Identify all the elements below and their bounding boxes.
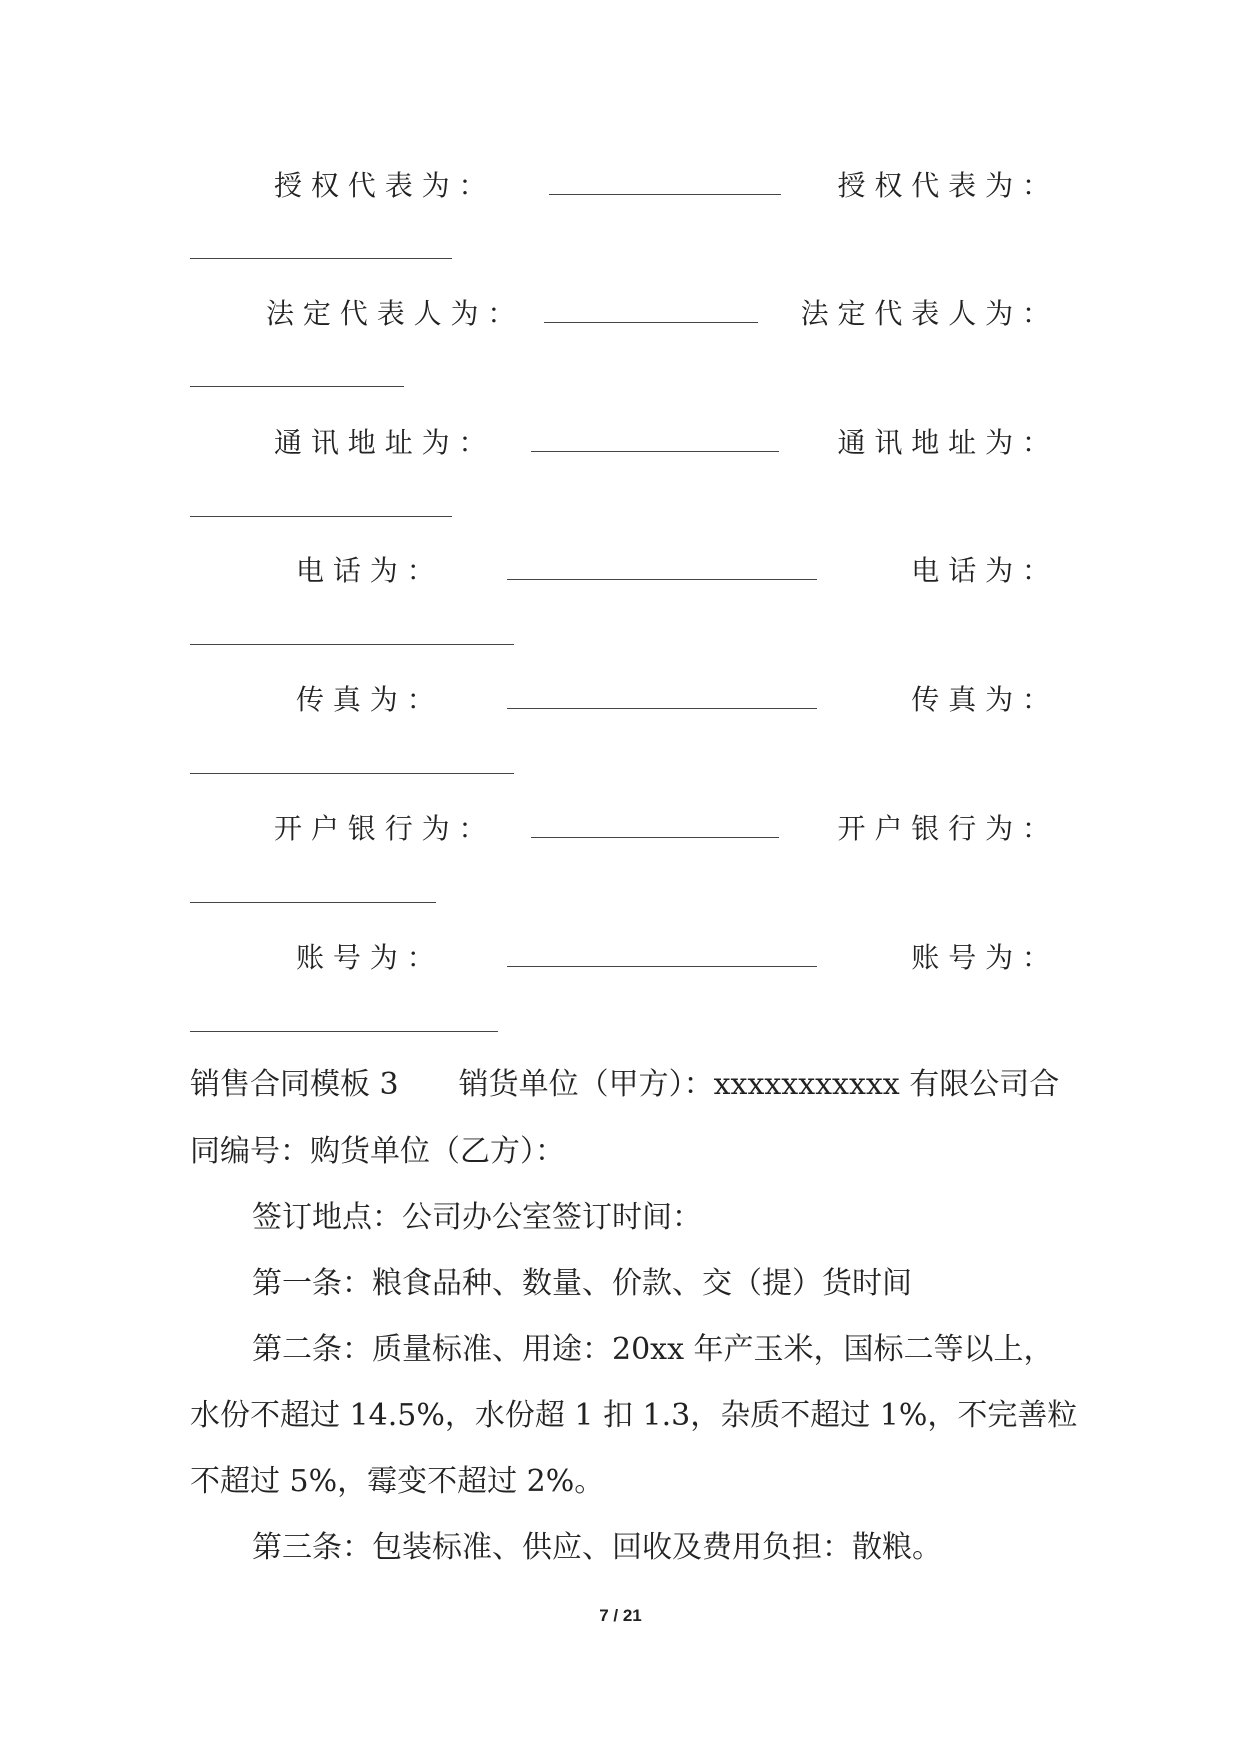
paragraph-line: 同编号：购货单位（乙方）： — [190, 1134, 565, 1169]
page-number: 7 / 21 — [599, 1606, 642, 1625]
paragraph-line: 第一条：粮食品种、数量、价款、交（提）货时间 — [252, 1266, 912, 1301]
right-label: 授 权 代 表 为 ： — [837, 169, 1050, 202]
paragraph-line: 不超过 5%，霉变不超过 2%。 — [190, 1464, 605, 1499]
right-label: 传 真 为 ： — [911, 683, 1050, 716]
left-blank-line — [531, 837, 779, 838]
left-label: 账 号 为 ： — [296, 941, 435, 974]
right-blank-line — [190, 644, 514, 645]
left-blank-line — [507, 708, 817, 709]
field-row-authorized-rep — [190, 156, 1050, 212]
left-blank-line — [507, 579, 817, 580]
left-blank-line — [507, 966, 817, 967]
right-blank-line — [190, 1031, 498, 1032]
right-label: 账 号 为 ： — [911, 941, 1050, 974]
left-blank-line — [544, 322, 758, 323]
left-label: 传 真 为 ： — [296, 683, 435, 716]
right-blank-line — [190, 258, 452, 259]
field-row-phone — [190, 541, 1050, 597]
right-blank-line — [190, 773, 514, 774]
right-label: 电 话 为 ： — [911, 554, 1050, 587]
field-row-fax — [190, 670, 1050, 726]
right-label: 法 定 代 表 人 为 ： — [800, 297, 1050, 330]
left-label: 开 户 银 行 为 ： — [274, 812, 487, 845]
left-blank-line — [531, 451, 779, 452]
paragraph-line: 签订地点：公司办公室签订时间： — [252, 1200, 702, 1235]
left-label: 通 讯 地 址 为 ： — [274, 426, 487, 459]
left-label: 电 话 为 ： — [296, 554, 435, 587]
paragraph-line: 第三条：包装标准、供应、回收及费用负担：散粮。 — [252, 1530, 942, 1565]
right-label: 开 户 银 行 为 ： — [837, 812, 1050, 845]
field-row-account — [190, 928, 1050, 984]
field-row-address — [190, 413, 1050, 469]
left-label: 法 定 代 表 人 为 ： — [266, 297, 516, 330]
field-row-legal-rep — [190, 284, 1050, 340]
left-blank-line — [549, 194, 781, 195]
right-blank-line — [190, 386, 404, 387]
field-row-bank — [190, 799, 1050, 855]
paragraph-line: 水份不超过 14.5%，水份超 1 扣 1.3，杂质不超过 1%，不完善粒 — [190, 1398, 1078, 1433]
paragraph-line: 销售合同模板 3 销货单位（甲方）：xxxxxxxxxxx 有限公司合 — [190, 1067, 1060, 1102]
right-label: 通 讯 地 址 为 ： — [837, 426, 1050, 459]
left-label: 授 权 代 表 为 ： — [274, 169, 487, 202]
right-blank-line — [190, 902, 436, 903]
paragraph-line: 第二条：质量标准、用途：20xx 年产玉米，国标二等以上， — [252, 1332, 1054, 1367]
right-blank-line — [190, 516, 452, 517]
